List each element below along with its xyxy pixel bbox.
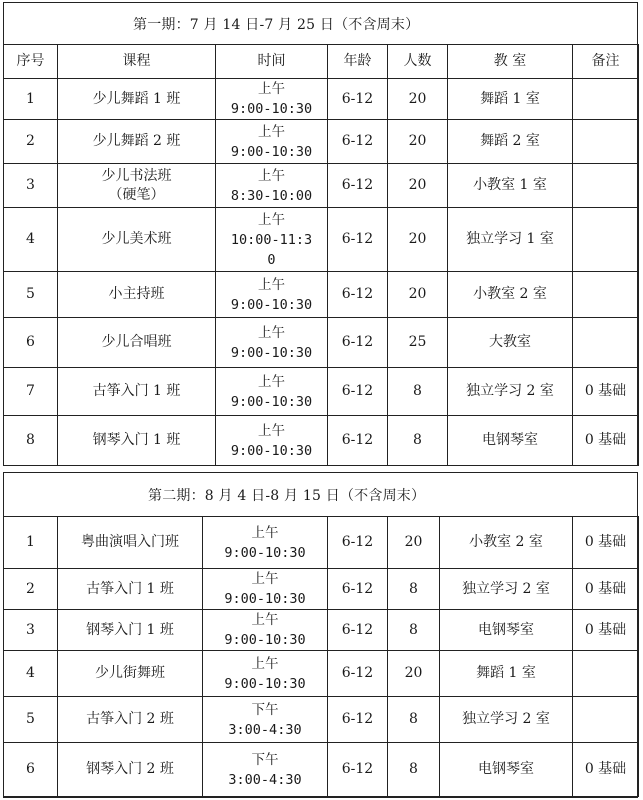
cell-no: 7 [4, 368, 58, 416]
cell-course: 少儿美术班 [58, 208, 216, 272]
cell-time: 上午 9:00-10:30 [216, 120, 328, 164]
cell-time: 上午 8:30-10:00 [216, 164, 328, 208]
cell-room: 独立学习 2 室 [440, 697, 573, 743]
cell-course: 少儿街舞班 [58, 651, 203, 697]
table-row [4, 164, 639, 208]
col-count-header: 人数 [388, 45, 448, 79]
cell-no: 1 [4, 79, 58, 120]
cell-no: 2 [4, 569, 58, 610]
cell-time: 下午 3:00-4:30 [203, 697, 328, 743]
cell-note [573, 272, 639, 318]
cell-no: 3 [4, 610, 58, 651]
cell-time: 上午 9:00-10:30 [203, 517, 328, 569]
cell-time: 上午 9:00-10:30 [203, 569, 328, 610]
cell-age: 6-12 [328, 517, 388, 569]
cell-time: 上午 9:00-10:30 [216, 318, 328, 368]
cell-age: 6-12 [328, 651, 388, 697]
col-age-header: 年龄 [328, 45, 388, 79]
cell-room: 独立学习 1 室 [448, 208, 573, 272]
cell-count: 20 [388, 120, 448, 164]
table-row [4, 208, 639, 272]
cell-age: 6-12 [328, 318, 388, 368]
cell-course: 古筝入门 2 班 [58, 697, 203, 743]
table-row [4, 743, 639, 797]
cell-course: 钢琴入门 1 班 [58, 416, 216, 466]
cell-room: 电钢琴室 [440, 743, 573, 797]
cell-course: 小主持班 [58, 272, 216, 318]
cell-note [573, 79, 639, 120]
period1-table [3, 44, 639, 466]
cell-count: 8 [388, 368, 448, 416]
cell-room: 电钢琴室 [440, 610, 573, 651]
cell-count: 20 [388, 164, 448, 208]
cell-age: 6-12 [328, 164, 388, 208]
table-row [4, 569, 639, 610]
cell-no: 5 [4, 272, 58, 318]
cell-age: 6-12 [328, 368, 388, 416]
table-row [4, 120, 639, 164]
cell-room: 舞蹈 1 室 [440, 651, 573, 697]
table-row [4, 697, 639, 743]
cell-age: 6-12 [328, 569, 388, 610]
cell-age: 6-12 [328, 79, 388, 120]
cell-room: 小教室 2 室 [440, 517, 573, 569]
cell-course: 钢琴入门 1 班 [58, 610, 203, 651]
cell-no: 8 [4, 416, 58, 466]
cell-note [573, 120, 639, 164]
cell-count: 8 [388, 743, 440, 797]
period2-table [3, 516, 639, 797]
cell-count: 8 [388, 569, 440, 610]
cell-note: 0 基础 [573, 517, 639, 569]
col-note-header: 备注 [573, 45, 639, 79]
cell-count: 20 [388, 208, 448, 272]
cell-time: 上午 9:00-10:30 [216, 368, 328, 416]
cell-course: 古筝入门 1 班 [58, 569, 203, 610]
cell-room: 独立学习 2 室 [440, 569, 573, 610]
cell-no: 1 [4, 517, 58, 569]
table-row [4, 610, 639, 651]
cell-time: 上午 9:00-10:30 [216, 272, 328, 318]
cell-course: 古筝入门 1 班 [58, 368, 216, 416]
header-row [4, 45, 639, 79]
cell-room: 舞蹈 1 室 [448, 79, 573, 120]
cell-room: 电钢琴室 [448, 416, 573, 466]
cell-note [573, 318, 639, 368]
cell-course: 粤曲演唱入门班 [58, 517, 203, 569]
cell-time: 上午 9:00-10:30 [216, 416, 328, 466]
cell-room: 舞蹈 2 室 [448, 120, 573, 164]
cell-time: 上午 9:00-10:30 [203, 610, 328, 651]
cell-note [573, 164, 639, 208]
cell-room: 独立学习 2 室 [448, 368, 573, 416]
cell-room: 大教室 [448, 318, 573, 368]
cell-no: 4 [4, 651, 58, 697]
cell-note [573, 651, 639, 697]
cell-count: 8 [388, 416, 448, 466]
cell-room: 小教室 1 室 [448, 164, 573, 208]
cell-course: 钢琴入门 2 班 [58, 743, 203, 797]
cell-count: 8 [388, 697, 440, 743]
cell-no: 2 [4, 120, 58, 164]
cell-note: 0 基础 [573, 416, 639, 466]
cell-count: 20 [388, 651, 440, 697]
col-time-header: 时间 [216, 45, 328, 79]
cell-course: 少儿舞蹈 1 班 [58, 79, 216, 120]
cell-no: 6 [4, 743, 58, 797]
cell-no: 6 [4, 318, 58, 368]
table-row [4, 79, 639, 120]
period1-title: 第一期：7 月 14 日-7 月 25 日（不含周末） [133, 17, 420, 33]
cell-age: 6-12 [328, 272, 388, 318]
table-row [4, 517, 639, 569]
col-room-header: 教 室 [448, 45, 573, 79]
cell-time: 上午 9:00-10:30 [216, 79, 328, 120]
cell-room: 小教室 2 室 [448, 272, 573, 318]
cell-count: 25 [388, 318, 448, 368]
cell-age: 6-12 [328, 610, 388, 651]
cell-age: 6-12 [328, 208, 388, 272]
table-row [4, 272, 639, 318]
cell-age: 6-12 [328, 416, 388, 466]
cell-age: 6-12 [328, 743, 388, 797]
cell-course: 少儿舞蹈 2 班 [58, 120, 216, 164]
cell-no: 3 [4, 164, 58, 208]
cell-count: 20 [388, 79, 448, 120]
cell-time: 下午 3:00-4:30 [203, 743, 328, 797]
cell-count: 8 [388, 610, 440, 651]
table-row [4, 416, 639, 466]
cell-time: 上午 10:00-11:3 0 [216, 208, 328, 272]
cell-note [573, 697, 639, 743]
cell-course: 少儿书法班 （硬笔） [58, 164, 216, 208]
cell-note: 0 基础 [573, 569, 639, 610]
table-row [4, 651, 639, 697]
cell-note [573, 208, 639, 272]
period2-title: 第二期：8 月 4 日-8 月 15 日（不含周末） [148, 488, 426, 504]
cell-count: 20 [388, 517, 440, 569]
cell-course: 少儿合唱班 [58, 318, 216, 368]
table-row [4, 368, 639, 416]
cell-count: 20 [388, 272, 448, 318]
cell-time: 上午 9:00-10:30 [203, 651, 328, 697]
cell-note: 0 基础 [573, 368, 639, 416]
cell-no: 5 [4, 697, 58, 743]
cell-age: 6-12 [328, 120, 388, 164]
table-row [4, 318, 639, 368]
cell-age: 6-12 [328, 697, 388, 743]
cell-note: 0 基础 [573, 743, 639, 797]
cell-note: 0 基础 [573, 610, 639, 651]
cell-no: 4 [4, 208, 58, 272]
col-course-header: 课程 [58, 45, 216, 79]
col-no-header: 序号 [4, 45, 58, 79]
